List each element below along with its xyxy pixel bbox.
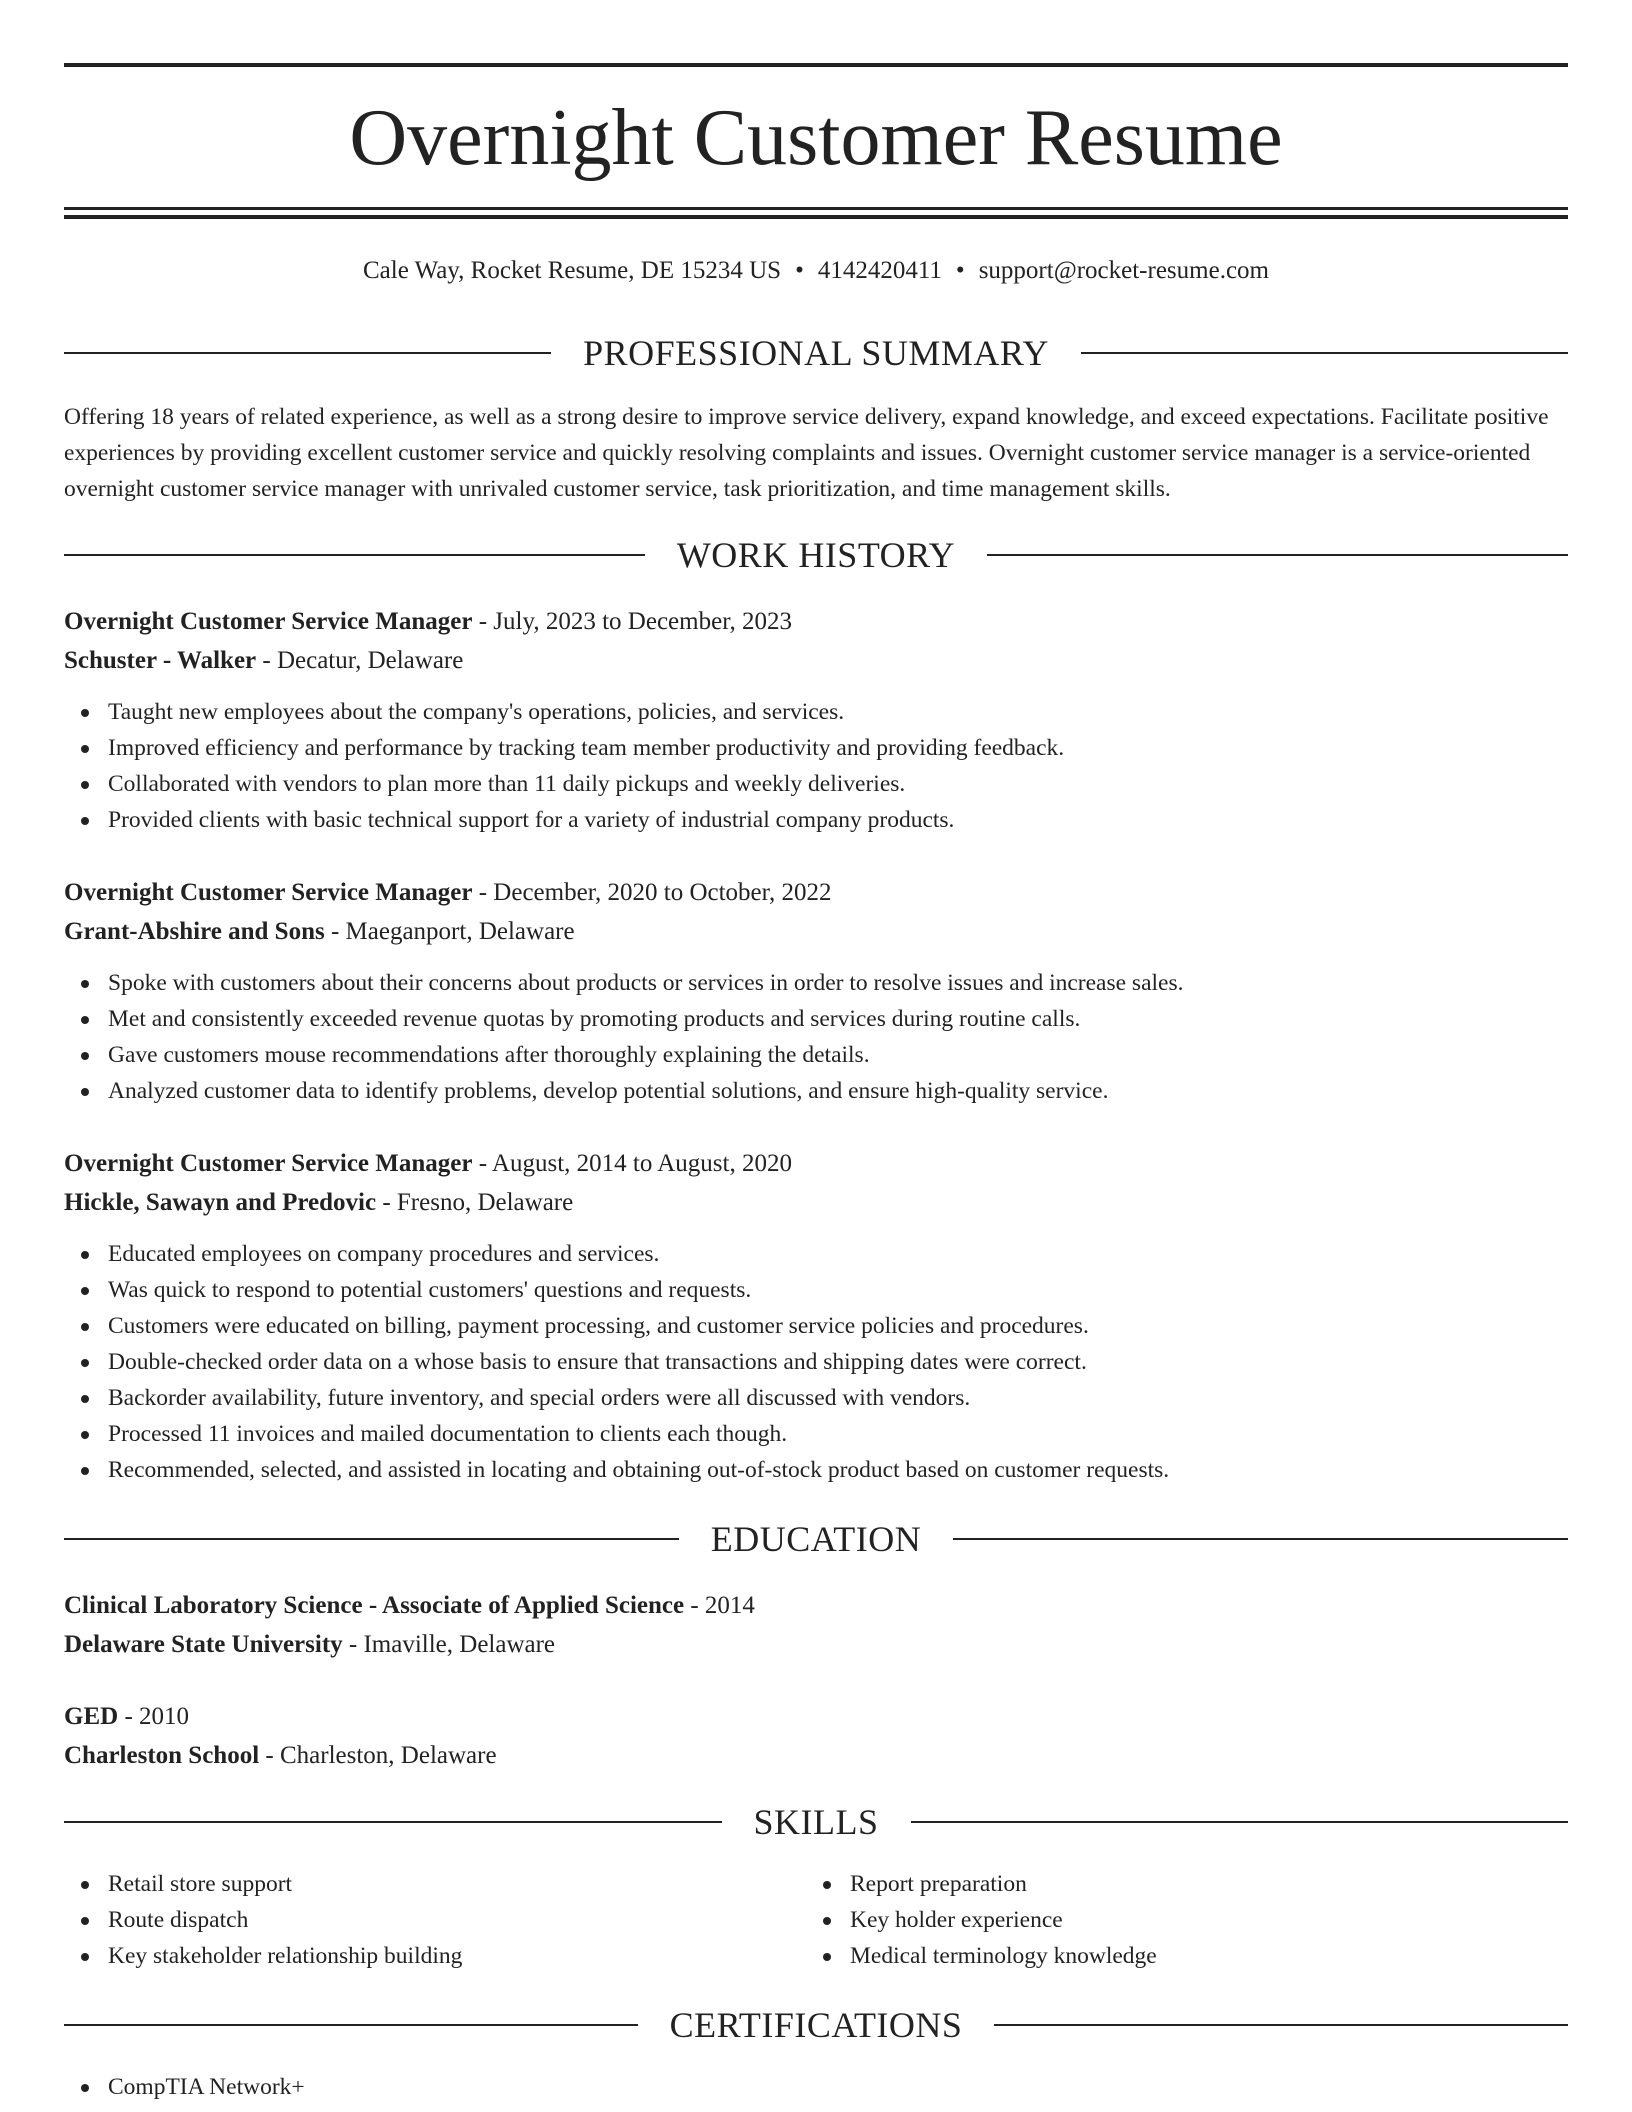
section-heading-skills [64,1800,1568,1844]
skills-list [64,1866,1568,1974]
section-title: PROFESSIONAL SUMMARY [583,333,1049,373]
title-rule-thin [64,207,1568,210]
heading-rule [911,1821,1569,1823]
job-location: - Fresno, Delaware [376,1189,574,1216]
list-item: Retail store support [64,1866,806,1902]
list-item: Met and consistently exceeded revenue quotas by promoting products and services during routine calls. [64,1001,1568,1037]
heading-rule [994,2024,1568,2026]
job-company: Hickle, Sawayn and Predovic [64,1189,377,1216]
list-item: Improved efficiency and performance by tracking team member productivity and providing feedback. [64,730,1568,766]
list-item: CompTIA Network+ [64,2069,1568,2105]
skills-column-right [806,1866,1548,1974]
summary-text: Offering 18 years of related experience, as well as a strong desire to improve service delivery, expand knowledge, and exceed expectations. Facilitate positive experiences by providing excellent customer service and quickly resolving complaints and issues. Overnight customer service manager is a service-oriented overnight customer service manager with unrivaled customer service, task prioritization, and time management skills. [64,404,1549,502]
list-item: Gave customers mouse recommendations after thoroughly explaining the details. [64,1037,1568,1073]
certifications-list [64,2069,1568,2105]
top-rule [64,63,1568,67]
job-dates: - July, 2023 to December, 2023 [472,608,793,635]
job-company: Grant-Abshire and Sons [64,918,325,945]
job-location: - Maeganport, Delaware [324,918,575,945]
edu-degree: GED [64,1703,119,1730]
list-item: Processed 11 invoices and mailed documentation to clients each though. [64,1416,1568,1452]
job-title: Overnight Customer Service Manager [64,879,473,906]
list-item: Backorder availability, future inventory, and special orders were all discussed with vendors. [64,1380,1568,1416]
list-item: Collaborated with vendors to plan more than 11 daily pickups and weekly deliveries. [64,766,1568,802]
list-item: Recommended, selected, and assisted in locating and obtaining out-of-stock product based on customer requests. [64,1452,1568,1488]
section-title: WORK HISTORY [676,535,956,575]
edu-school: Charleston School [64,1742,260,1769]
contact-line [64,252,1568,290]
edu-year: - 2010 [118,1703,190,1730]
education-entry [64,1586,1568,1664]
list-item: Double-checked order data on a whose basis to ensure that transactions and shipping dates were correct. [64,1344,1568,1380]
job-title: Overnight Customer Service Manager [64,1150,473,1177]
job-dates: - December, 2020 to October, 2022 [472,879,832,906]
edu-location: - Imaville, Delaware [342,1631,556,1658]
job-entry [64,602,1568,838]
edu-location: - Charleston, Delaware [259,1742,497,1769]
edu-school: Delaware State University [64,1631,343,1658]
title-rule-thick [64,215,1568,219]
section-heading-education [64,1517,1568,1561]
section-title: CERTIFICATIONS [669,2005,963,2045]
skills-column-left [64,1866,806,1974]
list-item: Customers were educated on billing, payment processing, and customer service policies and procedures. [64,1308,1568,1344]
section-title: EDUCATION [710,1519,922,1559]
section-title: SKILLS [753,1802,879,1842]
resume-title: Overnight Customer Resume [349,94,1283,182]
job-bullets [64,1236,1568,1488]
list-item: Key holder experience [806,1902,1548,1938]
section-heading-summary [64,331,1568,375]
contact-separator: • [795,257,804,284]
job-bullets [64,694,1568,838]
contact-address: Cale Way, Rocket Resume, DE 15234 US [363,257,782,284]
list-item: Spoke with customers about their concerns about products or services in order to resolve issues and increase sales. [64,965,1568,1001]
job-company: Schuster - Walker [64,647,257,674]
list-item: Medical terminology knowledge [806,1938,1548,1974]
heading-rule [64,1821,722,1823]
heading-rule [64,352,551,354]
section-heading-work [64,533,1568,577]
job-entry [64,873,1568,1109]
list-item: Was quick to respond to potential customers' questions and requests. [64,1272,1568,1308]
list-item: Route dispatch [64,1902,806,1938]
job-bullets [64,965,1568,1109]
list-item: Provided clients with basic technical support for a variety of industrial company products. [64,802,1568,838]
heading-rule [64,1538,679,1540]
contact-phone: 4142420411 [817,257,942,284]
edu-year: - 2014 [684,1592,755,1619]
list-item: Educated employees on company procedures and services. [64,1236,1568,1272]
heading-rule [64,554,645,556]
section-heading-certifications [64,2003,1568,2047]
heading-rule [1081,352,1568,354]
list-item: Report preparation [806,1866,1548,1902]
heading-rule [64,2024,638,2026]
list-item: Key stakeholder relationship building [64,1938,806,1974]
heading-rule [987,554,1568,556]
job-title: Overnight Customer Service Manager [64,608,473,635]
job-entry [64,1144,1568,1488]
education-entry [64,1697,1568,1775]
edu-degree: Clinical Laboratory Science - Associate of Applied Science [64,1592,685,1619]
contact-separator: • [955,257,965,284]
list-item: Analyzed customer data to identify problems, develop potential solutions, and ensure high-quality service. [64,1073,1568,1109]
list-item: Taught new employees about the company's operations, policies, and services. [64,694,1568,730]
contact-email: support@rocket-resume.com [978,257,1269,284]
job-location: - Decatur, Delaware [256,647,464,674]
heading-rule [953,1538,1568,1540]
job-dates: - August, 2014 to August, 2020 [472,1150,792,1177]
